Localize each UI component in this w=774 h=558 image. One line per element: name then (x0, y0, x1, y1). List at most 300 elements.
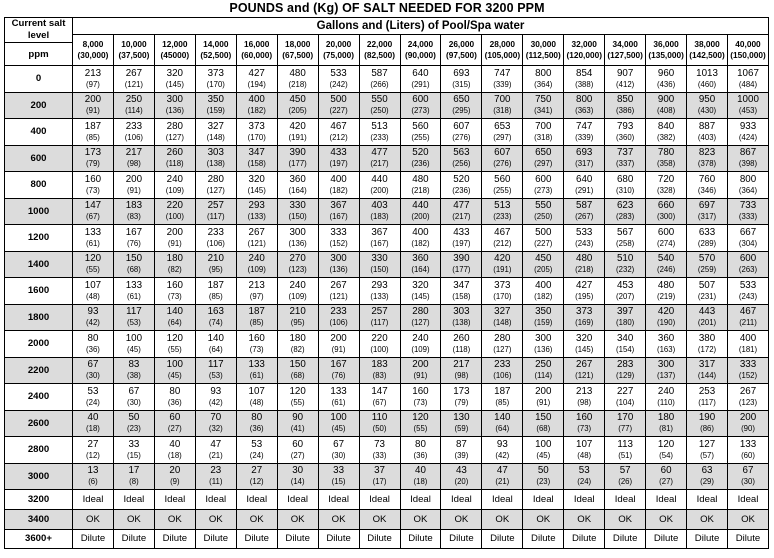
column-header-gallons-liters (564, 35, 605, 66)
pounds-value: 70 (210, 412, 222, 424)
kilograms-value: (55) (167, 344, 182, 354)
salt-amount-cell (523, 304, 564, 331)
pounds-value: 147 (84, 200, 102, 212)
pounds-value: 120 (84, 253, 102, 265)
salt-amount-cell (564, 251, 605, 278)
kilograms-value: (121) (124, 79, 143, 89)
kilograms-value: (200) (370, 185, 389, 195)
salt-amount-cell (318, 198, 359, 225)
pounds-value: 760 (698, 173, 716, 185)
kilograms-value: (263) (738, 265, 758, 275)
salt-amount-cell (646, 66, 687, 93)
kilograms-value: (318) (493, 106, 512, 116)
salt-amount-cell (646, 463, 687, 490)
table-row (5, 331, 769, 358)
table-row (5, 119, 769, 146)
pounds-value: 500 (330, 94, 347, 106)
salt-amount-cell (113, 92, 154, 119)
salt-level-ppm: 3200 (5, 490, 73, 510)
kilograms-value: (64) (495, 424, 510, 434)
pounds-value: 340 (616, 332, 634, 344)
kilograms-value: (337) (616, 159, 635, 169)
pounds-value: 67 (87, 359, 99, 371)
salt-amount-cell (113, 119, 154, 146)
pounds-value: 477 (453, 200, 470, 212)
salt-amount-cell (318, 463, 359, 490)
salt-amount-cell (646, 357, 687, 384)
kilograms-value: (45) (536, 450, 551, 460)
pounds-value: 233 (125, 120, 143, 132)
kilograms-value: (167) (329, 212, 348, 222)
salt-amount-cell (359, 145, 400, 172)
salt-amount-cell (236, 463, 277, 490)
pounds-value: 240 (657, 385, 675, 397)
pounds-value: 660 (657, 200, 675, 212)
salt-amount-cell (605, 145, 646, 172)
pounds-value: 210 (289, 306, 306, 318)
salt-amount-cell (523, 119, 564, 146)
salt-amount-cell (113, 251, 154, 278)
pounds-value: 700 (494, 94, 511, 106)
salt-amount-cell (195, 198, 236, 225)
kilograms-value: (68) (290, 371, 305, 381)
kilograms-value: (118) (452, 344, 471, 354)
pounds-value: 150 (125, 253, 143, 265)
kilograms-value: (91) (331, 344, 346, 354)
pounds-value: 257 (207, 200, 224, 212)
status-cell: Dilute (482, 529, 523, 549)
kilograms-value: (164) (288, 185, 307, 195)
pounds-value: 390 (453, 253, 470, 265)
salt-amount-cell (73, 278, 114, 305)
salt-amount-cell (277, 410, 318, 437)
kilograms-value: (154) (616, 344, 635, 354)
table-row (5, 172, 769, 199)
pounds-value: 433 (330, 147, 347, 159)
pounds-value: 390 (289, 147, 306, 159)
salt-amount-cell (359, 331, 400, 358)
kilograms-value: (197) (452, 238, 471, 248)
salt-amount-cell (400, 437, 441, 464)
pounds-value: 400 (739, 332, 757, 344)
kilograms-value: (57) (700, 450, 714, 460)
salt-amount-cell (441, 278, 482, 305)
status-cell: OK (605, 509, 646, 529)
kilograms-value: (266) (370, 79, 389, 89)
salt-amount-cell (236, 331, 277, 358)
pounds-value: 283 (616, 359, 634, 371)
pounds-value: 133 (739, 438, 757, 450)
pounds-value: 180 (166, 253, 184, 265)
salt-amount-cell (113, 172, 154, 199)
salt-amount-cell (687, 304, 728, 331)
salt-amount-cell (73, 172, 114, 199)
salt-amount-cell (277, 463, 318, 490)
pounds-value: 160 (412, 385, 429, 397)
kilograms-value: (95) (208, 265, 223, 275)
status-cell: Ideal (523, 490, 564, 510)
pounds-value: 107 (248, 385, 265, 397)
kilograms-value: (45) (126, 344, 141, 354)
pounds-value: 1000 (737, 94, 759, 106)
table-row (5, 92, 769, 119)
pounds-value: 793 (616, 120, 634, 132)
salt-table (4, 17, 769, 549)
kilograms-value: (127) (493, 344, 512, 354)
liters-value: (112,500) (525, 50, 561, 60)
salt-amount-cell (687, 410, 728, 437)
salt-amount-cell (359, 410, 400, 437)
salt-amount-cell (605, 384, 646, 411)
pounds-value: 170 (616, 412, 634, 424)
pounds-value: 267 (739, 385, 757, 397)
salt-amount-cell (154, 198, 195, 225)
status-cell: Ideal (154, 490, 195, 510)
salt-amount-cell (154, 304, 195, 331)
salt-amount-cell (154, 384, 195, 411)
kilograms-value: (81) (659, 424, 674, 434)
status-cell: Ideal (605, 490, 646, 510)
salt-amount-cell (236, 437, 277, 464)
kilograms-value: (23) (536, 477, 551, 487)
kilograms-value: (106) (493, 371, 512, 381)
status-cell: Dilute (195, 529, 236, 549)
pounds-value: 800 (576, 94, 593, 106)
column-header-gallons-liters (441, 35, 482, 66)
status-cell: Dilute (728, 529, 769, 549)
column-header-gallons-liters (728, 35, 769, 66)
kilograms-value: (231) (697, 291, 717, 301)
kilograms-value: (97) (249, 291, 264, 301)
pounds-value: 110 (371, 412, 388, 424)
pounds-value: 200 (84, 94, 102, 106)
salt-amount-cell (646, 437, 687, 464)
pounds-value: 320 (576, 332, 593, 344)
kilograms-value: (117) (370, 318, 389, 328)
kilograms-value: (30) (126, 397, 141, 407)
kilograms-value: (211) (739, 318, 757, 328)
salt-amount-cell (728, 331, 769, 358)
pounds-value: 397 (616, 306, 634, 318)
kilograms-value: (95) (290, 318, 305, 328)
kilograms-value: (182) (329, 185, 348, 195)
kilograms-value: (109) (165, 185, 184, 195)
kilograms-value: (274) (656, 238, 676, 248)
kilograms-value: (207) (616, 291, 635, 301)
kilograms-value: (90) (741, 424, 755, 434)
pounds-value: 200 (739, 412, 757, 424)
pounds-value: 533 (739, 279, 757, 291)
salt-amount-cell (523, 384, 564, 411)
salt-amount-cell (318, 437, 359, 464)
kilograms-value: (300) (656, 212, 676, 222)
pounds-value: 320 (248, 173, 265, 185)
salt-amount-cell (687, 66, 728, 93)
salt-amount-cell (523, 92, 564, 119)
kilograms-value: (412) (616, 79, 635, 89)
kilograms-value: (68) (536, 424, 551, 434)
column-header-gallons-liters (482, 35, 523, 66)
salt-amount-cell (728, 357, 769, 384)
pounds-value: 520 (412, 147, 429, 159)
salt-amount-cell (400, 384, 441, 411)
pounds-value: 187 (84, 120, 102, 132)
pounds-value: 280 (412, 306, 429, 318)
salt-level-ppm: 600 (5, 145, 73, 172)
salt-amount-cell (482, 437, 523, 464)
pounds-value: 267 (576, 359, 593, 371)
salt-amount-cell (523, 410, 564, 437)
pounds-value: 20 (169, 465, 181, 477)
pounds-value: 80 (251, 412, 263, 424)
salt-amount-cell (277, 225, 318, 252)
salt-amount-cell (523, 145, 564, 172)
salt-amount-cell (236, 225, 277, 252)
kilograms-value: (45) (167, 371, 182, 381)
kilograms-value: (291) (575, 185, 594, 195)
status-cell: Dilute (564, 529, 605, 549)
pounds-value: 227 (616, 385, 634, 397)
salt-amount-cell (564, 357, 605, 384)
pounds-value: 23 (210, 465, 222, 477)
gallons-value: 20,000 (325, 39, 352, 49)
kilograms-value: (50) (372, 424, 387, 434)
kilograms-value: (85) (86, 132, 100, 142)
column-header-gallons-liters (154, 35, 195, 66)
kilograms-value: (273) (411, 106, 430, 116)
kilograms-value: (51) (618, 450, 633, 460)
pounds-value: 520 (453, 173, 470, 185)
pounds-value: 623 (616, 200, 634, 212)
kilograms-value: (283) (616, 212, 635, 222)
table-row (5, 66, 769, 93)
pounds-value: 40 (415, 465, 426, 477)
kilograms-value: (61) (86, 238, 100, 248)
pounds-value: 220 (371, 332, 388, 344)
pounds-value: 260 (166, 147, 184, 159)
pounds-value: 60 (169, 412, 181, 424)
kilograms-value: (127) (165, 132, 184, 142)
salt-amount-cell (687, 225, 728, 252)
salt-amount-cell (154, 437, 195, 464)
liters-value: (142,500) (689, 50, 725, 60)
pounds-value: 607 (453, 120, 470, 132)
pounds-value: 330 (289, 200, 306, 212)
pounds-value: 217 (453, 359, 470, 371)
pounds-value: 100 (330, 412, 347, 424)
pounds-value: 400 (535, 279, 552, 291)
salt-amount-cell (318, 66, 359, 93)
pounds-value: 550 (371, 94, 388, 106)
pounds-value: 67 (333, 438, 345, 450)
kilograms-value: (183) (370, 212, 389, 222)
pounds-value: 200 (166, 226, 184, 238)
salt-amount-cell (605, 278, 646, 305)
gallons-value: 36,000 (653, 39, 679, 49)
header-row-1 (5, 18, 769, 35)
kilograms-value: (163) (656, 344, 676, 354)
kilograms-value: (98) (577, 397, 592, 407)
header-left-line: Current salt (11, 18, 66, 29)
kilograms-value: (98) (454, 371, 469, 381)
salt-level-ppm: 3000 (5, 463, 73, 490)
status-cell: Dilute (236, 529, 277, 549)
gallons-value: 10,000 (121, 39, 147, 49)
salt-amount-cell (441, 251, 482, 278)
pounds-value: 373 (207, 67, 224, 79)
column-header-gallons-liters (236, 35, 277, 66)
kilograms-value: (148) (493, 318, 512, 328)
status-cell: Ideal (318, 490, 359, 510)
kilograms-value: (121) (247, 238, 266, 248)
salt-amount-cell (318, 304, 359, 331)
status-cell: Dilute (523, 529, 564, 549)
kilograms-value: (258) (616, 238, 635, 248)
salt-amount-cell (400, 304, 441, 331)
pounds-value: 213 (576, 385, 593, 397)
salt-amount-cell (482, 198, 523, 225)
pounds-value: 60 (660, 465, 672, 477)
salt-amount-cell (564, 331, 605, 358)
kilograms-value: (33) (372, 450, 387, 460)
salt-amount-cell (482, 278, 523, 305)
status-cell: OK (318, 509, 359, 529)
kilograms-value: (27) (659, 477, 674, 487)
column-header-gallons-liters (400, 35, 441, 66)
salt-level-ppm: 2800 (5, 437, 73, 464)
salt-amount-cell (482, 145, 523, 172)
kilograms-value: (27) (290, 450, 305, 460)
salt-amount-cell (523, 463, 564, 490)
salt-amount-cell (277, 92, 318, 119)
salt-amount-cell (195, 92, 236, 119)
kilograms-value: (233) (370, 132, 389, 142)
salt-amount-cell (564, 225, 605, 252)
table-row (5, 529, 769, 549)
kilograms-value: (53) (208, 371, 223, 381)
pounds-value: 37 (374, 465, 385, 477)
salt-amount-cell (646, 225, 687, 252)
pounds-value: 533 (330, 67, 347, 79)
salt-amount-cell (318, 92, 359, 119)
kilograms-value: (159) (206, 106, 225, 116)
kilograms-value: (121) (575, 371, 594, 381)
salt-amount-cell (359, 437, 400, 464)
status-cell: Ideal (113, 490, 154, 510)
liters-value: (82,500) (364, 50, 395, 60)
salt-amount-cell (277, 251, 318, 278)
salt-amount-cell (359, 172, 400, 199)
salt-amount-cell (482, 410, 523, 437)
kilograms-value: (127) (206, 185, 225, 195)
gallons-value: 14,000 (203, 39, 229, 49)
kilograms-value: (145) (247, 185, 266, 195)
pounds-value: 540 (657, 253, 675, 265)
kilograms-value: (27) (167, 424, 182, 434)
pounds-value: 360 (289, 173, 306, 185)
kilograms-value: (73) (577, 424, 592, 434)
kilograms-value: (20) (454, 477, 469, 487)
kilograms-value: (170) (247, 132, 266, 142)
salt-amount-cell (277, 304, 318, 331)
kilograms-value: (273) (534, 185, 553, 195)
kilograms-value: (291) (411, 79, 430, 89)
kilograms-value: (48) (249, 397, 264, 407)
liters-value: (97,500) (445, 50, 477, 60)
gallons-liters-header: Gallons and (Liters) of Pool/Spa water (73, 18, 769, 35)
pounds-value: 907 (616, 67, 634, 79)
kilograms-value: (30) (331, 450, 346, 460)
salt-amount-cell (277, 198, 318, 225)
pounds-value: 140 (166, 306, 184, 318)
salt-amount-cell (687, 251, 728, 278)
salt-amount-cell (728, 278, 769, 305)
kilograms-value: (318) (534, 132, 553, 142)
salt-amount-cell (318, 357, 359, 384)
salt-amount-cell (482, 119, 523, 146)
status-cell: OK (441, 509, 482, 529)
salt-amount-cell (564, 119, 605, 146)
kilograms-value: (170) (206, 79, 225, 89)
kilograms-value: (191) (288, 132, 307, 142)
kilograms-value: (424) (738, 132, 758, 142)
salt-amount-cell (236, 278, 277, 305)
kilograms-value: (24) (249, 450, 264, 460)
gallons-value: 22,000 (366, 39, 393, 49)
kilograms-value: (30) (741, 477, 755, 487)
salt-amount-cell (482, 92, 523, 119)
salt-amount-cell (154, 172, 195, 199)
kilograms-value: (29) (700, 477, 714, 487)
salt-amount-cell (73, 463, 114, 490)
kilograms-value: (91) (86, 106, 100, 116)
kilograms-value: (227) (534, 238, 553, 248)
pounds-value: 133 (125, 279, 143, 291)
status-cell: Ideal (73, 490, 114, 510)
column-header-gallons-liters (73, 35, 114, 66)
status-cell: Dilute (277, 529, 318, 549)
kilograms-value: (205) (288, 106, 307, 116)
salt-amount-cell (73, 119, 114, 146)
kilograms-value: (104) (616, 397, 635, 407)
kilograms-value: (36) (413, 450, 428, 460)
table-row (5, 198, 769, 225)
kilograms-value: (110) (657, 397, 675, 407)
kilograms-value: (83) (126, 212, 141, 222)
column-header-gallons-liters (687, 35, 728, 66)
salt-amount-cell (236, 198, 277, 225)
salt-amount-cell (728, 119, 769, 146)
kilograms-value: (164) (411, 265, 430, 275)
kilograms-value: (236) (452, 185, 471, 195)
pounds-value: 653 (494, 120, 511, 132)
kilograms-value: (136) (288, 238, 307, 248)
salt-amount-cell (277, 384, 318, 411)
salt-amount-cell (195, 66, 236, 93)
status-cell: OK (687, 509, 728, 529)
pounds-value: 480 (289, 67, 306, 79)
kilograms-value: (48) (86, 291, 100, 301)
pounds-value: 53 (578, 465, 590, 477)
pounds-value: 267 (248, 226, 265, 238)
salt-amount-cell (73, 92, 114, 119)
salt-amount-cell (195, 251, 236, 278)
salt-amount-cell (236, 172, 277, 199)
pounds-value: 427 (576, 279, 593, 291)
salt-amount-cell (605, 437, 646, 464)
pounds-value: 380 (698, 332, 716, 344)
pounds-value: 303 (453, 306, 470, 318)
